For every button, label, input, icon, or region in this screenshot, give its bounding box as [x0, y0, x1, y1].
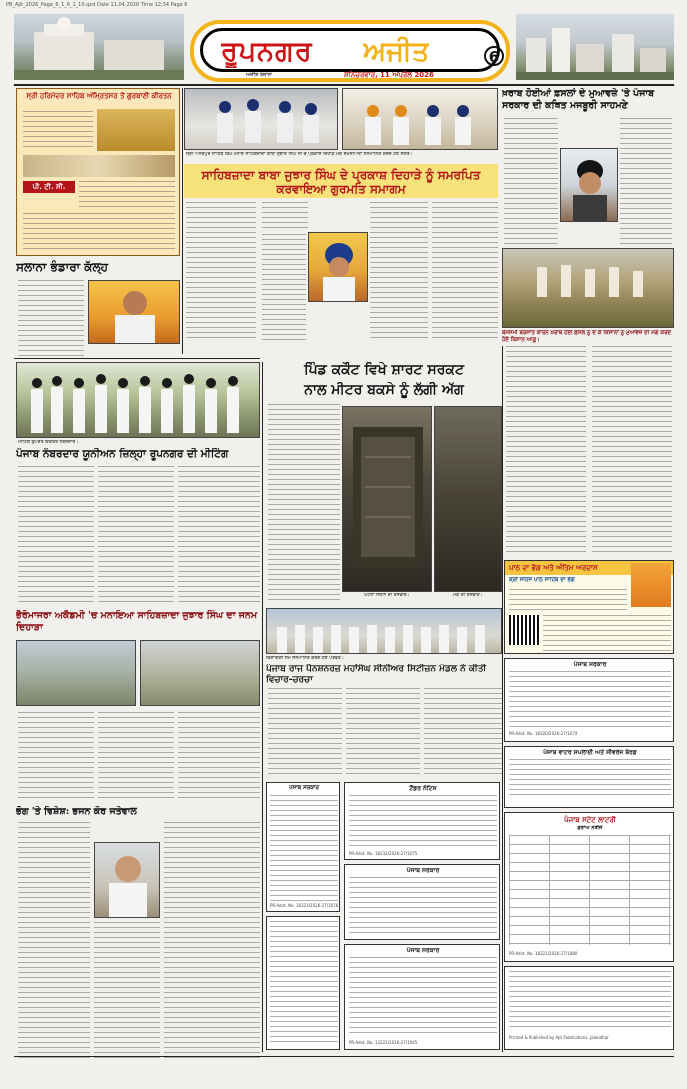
masthead-left-photo	[14, 14, 184, 80]
tender-5-title: ਪੰਜਾਬ ਸਰਕਾਰ	[406, 947, 440, 954]
numberdar-headline: ਪੰਜਾਬ ਨੰਬਰਦਾਰ ਯੂਨੀਅਨ ਜ਼ਿਲ੍ਹਾ ਰੂਪਨਗਰ ਦੀ ਮੀਟਿੰਗ	[16, 448, 229, 460]
fire-caption-1: ਘਟਨਾ ਸਥਾਨ ਦੀ ਤਸਵੀਰ।	[364, 593, 410, 598]
tender-1-title: ਪੰਜਾਬ ਸਰਕਾਰ	[289, 785, 319, 791]
ptc-label: ਪੀ. ਟੀ. ਸੀ.	[23, 181, 75, 193]
numberdar-caption: ਮੀਟਿੰਗ ਉਪਰੰਤ ਇਕੱਤਰ ਨੰਬਰਦਾਰ।	[18, 440, 79, 445]
notice-gov-punjab-1	[504, 658, 674, 742]
crop-story-portrait	[560, 148, 618, 222]
event-caption: ਸ੍ਰੀ ਅਨੰਦਪੁਰ ਸਾਹਿਬ ਵਿਖੇ ਮਨਾਏ ਸਾਹਿਬਜ਼ਾਦਾ ਬਾਬਾ ਜੁਝਾਰ ਸਿੰਘ ਜੀ ਦੇ ਪ੍ਰਕਾਸ਼ ਦਿਹਾੜੇ ਮੌਕੇ ਸ਼ਖ਼ਸੀਅਤਾਂ ਸਨਮਾਨਿਤ ਕਰਦੇ ਹੋਏ ਸੰਗਤ।	[186, 152, 413, 157]
notice-1-advt-no: PR-Advt. No. 18320/2026-27/1074	[509, 731, 578, 736]
sant-portrait	[308, 232, 368, 302]
qr-code	[509, 615, 539, 645]
tender-1-advt-no: PR-Advt. No. 18323/2026-27/1076	[270, 903, 339, 908]
lottery-subtitle: ਡਰਾਅ ਨਤੀਜੇ	[577, 825, 603, 831]
event-photo-1	[184, 88, 338, 150]
publisher-box	[504, 966, 674, 1050]
notice-tender-5	[344, 944, 500, 1050]
golden-temple-photo	[97, 109, 175, 151]
ad-path-portrait	[631, 563, 671, 607]
sangat-photo	[23, 155, 175, 177]
notice-tender-2	[344, 782, 500, 860]
ad-path-banner: ਪਾਠ ਦਾ ਭੋਗ ਅਤੇ ਅੰਤਿਮ ਅਰਦਾਸ	[509, 563, 598, 572]
fire-meter-box-photo-2	[434, 406, 502, 592]
ad-path-bhog	[504, 560, 674, 654]
obituary-portrait	[94, 842, 160, 918]
lottery-title: ਪੰਜਾਬ ਸਟੇਟ ਲਾਟਰੀ	[564, 815, 616, 824]
publisher-line: Printed & Published by Ajit Publications, Jalandhar	[509, 1035, 609, 1040]
crop-caption: ਬੇਮੌਸਮੀ ਬਰਸਾਤ ਕਾਰਨ ਖ਼ਰਾਬ ਹੋਈ ਫ਼ਸਲ ਨੂੰ ਦੇ ਕੇ ਕਿਸਾਨਾਂ ਨੂੰ ਮੁਆਵਜ਼ੇ ਦੀ ਮੰਗ ਕਰਦੇ ਹੋਏ ਕਿਸਾਨ ਆਗੂ।	[502, 330, 671, 343]
masthead-right-photo	[516, 14, 674, 80]
masthead-tagline: ਅਜੀਤ ਰੋਜਾਨਾ	[246, 72, 273, 78]
masthead-brand: ਅਜੀਤ	[363, 36, 430, 67]
event-headline: ਸਾਹਿਬਜ਼ਾਦਾ ਬਾਬਾ ਜੁਝਾਰ ਸਿੰਘ ਦੇ ਪ੍ਰਕਾਸ਼ ਦਿਹਾੜੇ ਨੂੰ ਸਮਰਪਿਤ ਕਰਵਾਇਆ ਗੁਰਮਤਿ ਸਮਾਗਮ	[201, 168, 481, 196]
fire-caption-2: ਮੌਕੇ ਦੀ ਤਸਵੀਰ।	[453, 593, 483, 598]
tender-2-advt-no: PR-Advt. No. 18232/2026-27/1075	[349, 851, 418, 856]
ad-ptc-heading: ਸ੍ਰੀ ਹਰਿਮੰਦਰ ਸਾਹਿਬ ਅੰਮ੍ਰਿਤਸਰ ਤੋਂ ਗੁਰਬਾਣੀ ਕੀਰਤਨ	[26, 92, 172, 100]
tender-3-title: ਪੰਜਾਬ ਸਰਕਾਰ	[406, 867, 440, 874]
ad-path-sub: ਸ਼੍ਰੀ ਸਹਿਜ ਪਾਠ ਸਾਹਿਬ ਦਾ ਭੋਗ	[509, 577, 575, 583]
masthead-title-box	[200, 28, 500, 72]
fire-headline-line-1: ਪਿੰਡ ਕਕੌਟ ਵਿਖੇ ਸ਼ਾਰਟ ਸਰਕਟ	[304, 362, 464, 378]
notice-water-supply	[504, 746, 674, 808]
fire-meter-box-photo	[342, 406, 432, 592]
crop-headline: ਖ਼ਰਾਬ ਹੋਈਆਂ ਫ਼ਸਲਾਂ ਦੇ ਮੁਆਵਜ਼ੇ 'ਤੇ ਪੰਜਾਬ ਸਰਕਾਰ ਦੀ ਕਥਿਤ ਮਜਬੂਰੀ ਸਾਹਮਣੇ	[502, 88, 655, 111]
notice-tender-3	[344, 864, 500, 940]
academy-headline: ਭੈਰੋਮਾਜਰਾ ਅਕੈਡਮੀ 'ਚ ਮਨਾਇਆ ਸਾਹਿਬਜ਼ਾਦਾ ਜੁਝਾਰ ਸਿੰਘ ਦਾ ਜਨਮ ਦਿਹਾੜਾ	[16, 610, 258, 633]
crop-line: PB_Ajit_2026_Page_6_1_6_1_10.qxd Date 11.04.2026 Time 12:34 Page 6	[6, 2, 188, 8]
crop-field-photo	[502, 248, 674, 328]
masthead-title: ਰੂਪਨਗਰ	[221, 36, 313, 67]
obituary-headline: ਭੋਗ 'ਤੇ ਵਿਸ਼ੇਸ਼: ਭਜਨ ਕੌਰ ਜਤੇਵਾਲ	[16, 806, 137, 817]
baba-portrait	[88, 280, 180, 344]
page-number: 6	[484, 46, 504, 66]
pensioners-photo	[266, 608, 502, 654]
fire-headline-line-2: ਨਾਲ ਮੀਟਰ ਬਕਸੇ ਨੂੰ ਲੱਗੀ ਅੱਗ	[304, 382, 464, 398]
lottery-table	[509, 835, 671, 945]
bhandara-headline: ਸਲਾਨਾ ਭੰਡਾਰਾ ਕੱਲ੍ਹ	[16, 260, 108, 274]
notice-water-title: ਪੰਜਾਬ ਵਾਟਰ ਸਪਲਾਈ ਅਤੇ ਸੀਵਰੇਜ ਬੋਰਡ	[543, 749, 637, 756]
gurdwara-illustration	[14, 14, 184, 80]
event-photo-2	[342, 88, 498, 150]
lottery-advt-no: PR-Advt. No. 18221/2026-27/1080	[509, 951, 578, 956]
notice-lottery	[504, 812, 674, 962]
event-headline-banner	[184, 164, 498, 198]
notice-tender-4	[266, 916, 340, 1050]
ad-ptc-kirtan	[16, 88, 180, 256]
masthead-date: ਸ਼ਨਿਚਰਵਾਰ, 11 ਅਪ੍ਰੈਲ 2026	[344, 71, 434, 79]
pensioners-caption: ਵਿਦਾਇਗੀ ਸਮੇਂ ਸਨਮਾਨਿਤ ਕਰਦੇ ਹੋਏ ਪਤਵੰਤੇ।	[266, 656, 344, 661]
city-skyline-illustration	[516, 14, 674, 80]
masthead-center	[190, 20, 510, 82]
tender-5-advt-no: PR-Advt. No. 13221/2026-27/1045	[349, 1040, 418, 1045]
academy-photo-2	[140, 640, 260, 706]
academy-photo-1	[16, 640, 136, 706]
notice-tender-1	[266, 782, 340, 912]
pensioners-headline: ਪੰਜਾਬ ਰਾਜ ਪੈਨਸ਼ਨਰਜ਼ ਮਹਾਂਸੰਘ ਸੀਨੀਅਰ ਸਿਟੀਜ਼ਨ ਮੰਡਲ ਨੇ ਕੀਤੀ ਵਿਚਾਰ-ਚਰਚਾ	[266, 664, 487, 685]
tender-2-title: ਟੈਂਡਰ ਨੋਟਿਸ	[409, 785, 437, 792]
notice-1-title: ਪੰਜਾਬ ਸਰਕਾਰ	[573, 661, 607, 668]
numberdar-photo	[16, 362, 260, 438]
